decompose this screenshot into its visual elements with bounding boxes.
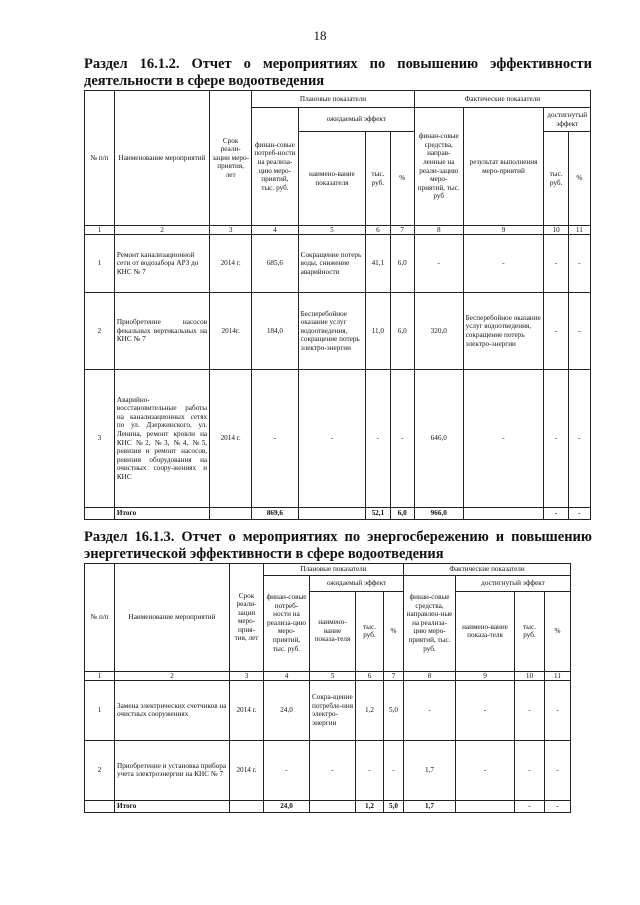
hdr-planned: Плановые показатели <box>252 91 415 108</box>
total-row <box>85 800 571 812</box>
row-fin: 685,6 <box>252 235 299 293</box>
row-ach-tr: - <box>515 680 545 740</box>
hdr-fin-need: финан-совые потреб-ности на реализа-цию меро-приятий, тыс. руб. <box>252 108 299 226</box>
col-number: 4 <box>264 671 310 680</box>
row-name: Приобретение насосов фекальных вертикальных на КНС № 7 <box>114 293 209 370</box>
hdr-expected: ожидаемый эффект <box>298 108 414 132</box>
col-number: 11 <box>568 226 590 235</box>
total-ach-pct: - <box>545 800 571 812</box>
hdr-ach-tr: тыс. руб. <box>544 132 568 226</box>
hdr-ach-pct: % <box>568 132 590 226</box>
row-term: 2014 г. <box>230 680 264 740</box>
hdr-fin-used: финан-совые средства, направ-ленные на реали-зацию меро-приятий, тыс. руб <box>414 108 463 226</box>
col-number: 9 <box>456 671 515 680</box>
row-pct: - <box>390 370 414 508</box>
row-pct: 5,0 <box>384 680 404 740</box>
row-effect: Сокра-щение потребле-ния электро-энергии <box>310 680 356 740</box>
col-number: 1 <box>85 671 115 680</box>
section1-title-line2: деятельности в сфере водоотведения <box>84 73 325 89</box>
hdr-name: Наименование мероприятий <box>115 564 230 672</box>
row-ach-tr: - <box>515 740 545 800</box>
hdr-expected: ожидаемый эффект <box>310 575 404 591</box>
total-ach-tr: - <box>515 800 545 812</box>
row-pct: 6,0 <box>390 293 414 370</box>
hdr-actual: Фактические показатели <box>414 91 590 108</box>
hdr-result: результат выполнения меро-приятий <box>463 108 544 226</box>
hdr-planned: Плановые показатели <box>264 564 404 576</box>
row-tr: - <box>356 740 384 800</box>
total-ach-tr: - <box>544 508 568 520</box>
col-number: 2 <box>114 226 209 235</box>
row-ach-tr: - <box>544 293 568 370</box>
row-tr: - <box>366 370 390 508</box>
hdr-exp-pct: % <box>390 132 414 226</box>
row-ach-pct: - <box>568 293 590 370</box>
hdr-fin-need: финан-совые потреб-ности на реализа-цию меро-приятий, тыс. руб. <box>264 575 310 671</box>
section1-title <box>84 56 592 90</box>
col-number: 10 <box>544 226 568 235</box>
table-row <box>85 293 591 370</box>
row-fin: - <box>252 370 299 508</box>
hdr-term: Срок реали-зации меро-приятия, лет <box>210 91 252 226</box>
hdr-achieved: достигнутый эффект <box>544 108 591 132</box>
hdr-exp-tr: тыс. руб. <box>366 132 390 226</box>
column-numbers-row <box>85 226 591 235</box>
row-name: Ремонт канализационной сети от водозабора АРЗ до КНС № 7 <box>114 235 209 293</box>
column-numbers-row <box>85 671 571 680</box>
hdr-num: № п/п <box>85 91 115 226</box>
row-pct: 6,0 <box>390 235 414 293</box>
section2-title: Раздел 16.1.3. Отчет о мероприятиях по энергосбережению и повышению энергетической эффективности в сфере водоотведения <box>84 529 592 562</box>
table-row <box>85 370 591 508</box>
hdr-achieved: достигнутый эффект <box>456 575 571 591</box>
hdr-exp-pct: % <box>384 591 404 671</box>
col-number: 6 <box>366 226 390 235</box>
row-term: 2014 г. <box>210 370 252 508</box>
section2-table <box>84 563 571 813</box>
row-pct: - <box>384 740 404 800</box>
col-number: 5 <box>310 671 356 680</box>
row-tr: 11,0 <box>366 293 390 370</box>
row-number: 2 <box>85 740 115 800</box>
row-tr: 41,1 <box>366 235 390 293</box>
hdr-actual: Фактические показатели <box>404 564 571 576</box>
row-ach-name: - <box>456 740 515 800</box>
total-fin: 24,0 <box>264 800 310 812</box>
row-name: Аварийно-восстановительные работы на канализационных сетях по ул. Дзержинского, ул. Ленина, ремонт кровли на КНС №2, №3, №4, №5, ревизия и ремонт насосов, ревизия оборудования на очистных соору-жениях и КНС <box>114 370 209 508</box>
col-number: 8 <box>414 226 463 235</box>
row-fin: - <box>264 740 310 800</box>
total-label: Итого <box>114 508 209 520</box>
row-fact: 1,7 <box>404 740 456 800</box>
col-number: 6 <box>356 671 384 680</box>
row-fin: 184,0 <box>252 293 299 370</box>
row-number: 2 <box>85 293 115 370</box>
hdr-num: № п/п <box>85 564 115 672</box>
total-ach-pct: - <box>568 508 590 520</box>
hdr-ach-name: наимено-вание показа-теля <box>456 591 515 671</box>
row-number: 1 <box>85 235 115 293</box>
col-number: 3 <box>230 671 264 680</box>
row-term: 2014 г. <box>210 235 252 293</box>
hdr-exp-name: наимено-вание показателя <box>298 132 366 226</box>
total-fact: 966,0 <box>414 508 463 520</box>
page-number: 18 <box>313 28 327 43</box>
col-number: 9 <box>463 226 544 235</box>
hdr-ach-pct: % <box>545 591 571 671</box>
row-fin: 24,0 <box>264 680 310 740</box>
row-result: - <box>463 370 544 508</box>
row-ach-pct: - <box>568 370 590 508</box>
total-tr: 52,1 <box>366 508 390 520</box>
col-number: 7 <box>390 226 414 235</box>
row-effect: - <box>310 740 356 800</box>
row-ach-pct: - <box>545 740 571 800</box>
total-fact: 1,7 <box>404 800 456 812</box>
col-number: 1 <box>85 226 115 235</box>
row-tr: 1,2 <box>356 680 384 740</box>
row-effect: Бесперебойное оказание услуг водоотведения, сокращение потерь электро-энергии <box>298 293 366 370</box>
hdr-ach-tr: тыс. руб. <box>515 591 545 671</box>
total-pct: 6,0 <box>390 508 414 520</box>
hdr-name: Наименование мероприятий <box>114 91 209 226</box>
total-pct: 5,0 <box>384 800 404 812</box>
row-fact: - <box>404 680 456 740</box>
row-ach-pct: - <box>545 680 571 740</box>
total-tr: 1,2 <box>356 800 384 812</box>
row-term: 2014г. <box>210 293 252 370</box>
table-row <box>85 740 571 800</box>
col-number: 7 <box>384 671 404 680</box>
hdr-exp-tr: тыс. руб. <box>356 591 384 671</box>
row-effect: - <box>298 370 366 508</box>
total-fin: 869,6 <box>252 508 299 520</box>
col-number: 5 <box>298 226 366 235</box>
col-number: 8 <box>404 671 456 680</box>
hdr-exp-name: наимено-вание показа-теля <box>310 591 356 671</box>
hdr-term: Срок реали-зации меро-прия-тия, лет <box>230 564 264 672</box>
col-number: 2 <box>115 671 230 680</box>
row-number: 1 <box>85 680 115 740</box>
row-fact: - <box>414 235 463 293</box>
row-ach-tr: - <box>544 235 568 293</box>
table-row <box>85 235 591 293</box>
row-fact: 646,0 <box>414 370 463 508</box>
row-ach-pct: - <box>568 235 590 293</box>
col-number: 4 <box>252 226 299 235</box>
hdr-fin-used: финан-совые средства, направлен-ные на реализа-цию меро-приятий, тыс. руб. <box>404 575 456 671</box>
row-name: Замена электрических счетчиков на очистных сооружениях <box>115 680 230 740</box>
col-number: 11 <box>545 671 571 680</box>
section1-title-line1: Раздел 16.1.2. Отчет о мероприятиях по повышению эффективности <box>84 56 592 72</box>
row-ach-name: - <box>456 680 515 740</box>
row-result: - <box>463 235 544 293</box>
col-number: 3 <box>210 226 252 235</box>
total-label: Итого <box>115 800 230 812</box>
row-ach-tr: - <box>544 370 568 508</box>
total-row <box>85 508 591 520</box>
table-row <box>85 680 571 740</box>
row-number: 3 <box>85 370 115 508</box>
col-number: 10 <box>515 671 545 680</box>
row-effect: Сокращение потерь воды, снижение аварийности <box>298 235 366 293</box>
row-result: Бесперебойное оказание услуг водоотведения, сокращение потерь электро-энергии <box>463 293 544 370</box>
row-fact: 320,0 <box>414 293 463 370</box>
section1-table <box>84 90 591 520</box>
row-name: Приобретение и установка прибора учета электроэнергии на КНС № 7 <box>115 740 230 800</box>
row-term: 2014 г. <box>230 740 264 800</box>
